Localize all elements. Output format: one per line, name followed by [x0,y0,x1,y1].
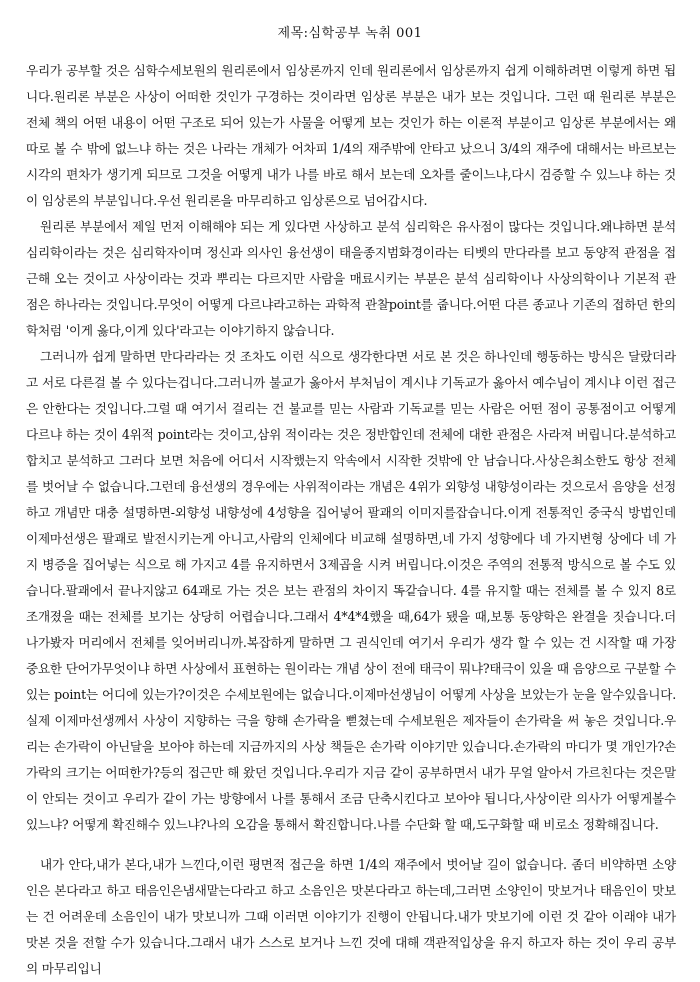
paragraph-senses-and-objectivity: 내가 안다,내가 본다,내가 느낀다,이런 평면적 접근을 하면 1/4의 재주에서 벗어날 길이 없습니다. 좀더 비약하면 소양인은 본다라고 하고 태음인은냄새맡는다라고 하고 소음인은 맛본다라고 하는데,그러면 소양인이 맛보거나 태음인이 맛보는 건 어려운데 소음인이 내가 맛보니까 그때 이러면 이야기가 진행이 안됩니다.내가 맛보기에 이런 것 같아 이래야 내가 맛본 것을 전할 수가 있습니다.그래서 내가 스스로 보거나 느낀 것에 대해 객관적입상을 유지 하고자 하는 것이 우리 공부의 마무리입니 [26,857,676,976]
document-body [26,58,676,982]
document-title: 제목:심학공부 녹취 001 [277,26,423,41]
paragraph-mandala-and-four-positions: 그러니까 쉽게 말하면 만다라라는 것 조차도 이런 식으로 생각한다면 서로 본 것은 하나인데 행동하는 방식은 달랐더라고 서로 다른걸 볼 수 있다는겁니다.그러니까 불교가 옳아서 부처님이 계시냐 기독교가 옳아서 예수님이 계시냐 이런 접근은 안한다는 것입니다.그럴 때 여기서 걸리는 건 불교를 믿는 사람과 기독교를 믿는 사람은 어떤 점이 공통점이고 어떻게 다르냐 하는 것이 4위적 point라는 것이고,삼위 적이라는 것은 정반합인데 전체에 대한 관점은 사라져 버립니다.분석하고 합치고 분석하고 그러다 보면 처음에 어디서 시작했는지 악속에서 시작한 것밖에 안 남습니다.사상은최소한도 항상 전체를 벗어날 수 없습니다.그런데 융선생의 경우에는 사위적이라는 개념은 4위가 외향성 내향성이라는 것으로서 음양을 선정하고 개념만 대충 설명하면-외향성 내향성에 4성향을 집어넣어 팔괘의 이미지를잡습니다.이게 전통적인 중국식 방법인데 이제마선생은 팔괘로 발전시키는게 아니고,사람의 인체에다 비교해 설명하면,네 가지 성향에다 네 가지변형 상에다 네 가지 병증을 집어넣는 식으로 해 가지고 4를 유지하면서 3제곱을 시켜 버립니다.이것은 주역의 전통적 방식으로 볼 수도 있습니다.팔괘에서 끝나지않고 64괘로 가는 것은 보는 관점의 차이지 똑같습니다. 4를 유지할 때는 전체를 볼 수 있지 8로 조개졌을 때는 전체를 보기는 상당히 어렵습니다.그래서 4*4*4했을 때,64가 됐을 때,보통 동양학은 완결을 짓습니다.더나가봤자 머리에서 전체를 잊어버리니까.복잡하게 말하면 그 권식인데 여기서 우리가 생각 할 수 있는 건 시작할 때 가장 중요한 단어가무엇이냐 하면 사상에서 표현하는 원이라는 개념 상이 전에 태극이 뭐냐?태극이 있을 때 음양으로 구분할 수 있는 point는 어디에 있는가?이것은 수세보원에는 없습니다.이제마선생님이 어떻게 사상을 보았는가 눈을 알수있읍니다.실제 이제마선생께서 사상이 지향하는 극을 향해 손가락을 뻗쳤는데 수세보원은 제자들이 손가락을 써 놓은 것입니다.우리는 손가락이 아닌달을 보아야 하는데 지금까지의 사상 책들은 손가락 이야기만 있습니다.손가락의 마디가 몇 개인가?손가락의 크기는 어떠한가?등의 접근만 해 왔던 것입니다.우리가 지금 같이 공부하면서 내가 무얼 알아서 가르친다는 것은말이 안되는 것이고 우리가 같이 가는 방향에서 나를 통해서 조금 단축시킨다고 보아야 됩니다,사상이란 의사가 어떻게볼수 있느냐? 어떻게 확진해수 있느냐?나의 오감을 통해서 확진합니다.나를 수단화 할 때,도구화할 때 비로소 정확해집니다. [26,349,676,832]
paragraph-analytical-psychology: 원리론 부분에서 제일 먼저 이해해야 되는 게 있다면 사상하고 분석 심리학은 유사점이 많다는 것입니다.왜냐하면 분석 심리학이라는 것은 심리학자이며 정신과 의사인 융선생이 태을종지범화경이라는 티벳의 만다라를 보고 동양적 관점을 접근해 오는 것이고 사상이라는 것과 뿌리는 다르지만 사람을 매료시키는 부분은 분석 심리학이나 사상의학이나 기본적 관점은 하나라는 것입니다.무엇이 어떻게 다르냐라고하는 과학적 관찰point를 줍니다.어떤 다른 종교나 기존의 접하던 한의학처럼 '이게 옳다,이게 있다'라고는 이야기하지 않습니다. [26,219,676,338]
paragraph-principle-vs-clinical: 우리가 공부할 것은 심학수세보원의 원리론에서 임상론까지 인데 원리론에서 임상론까지 쉽게 이해하려면 이렇게 하면 됩니다.원리론 부분은 사상이 어떠한 것인가 구경하는 것이라면 임상론 부분은 내가 보는 것입니다. 그런 때 원리론 부분은 전체 책의 어떤 내용이 어떤 구조로 되어 있는가 사물을 어떻게 보는 것인가 하는 이론적 부분이고 임상론 부분에서는 왜 따로 볼 수 밖에 없느냐 하는 것은 나라는 개체가 어차피 1/4의 재주밖에 안타고 났으니 3/4의 재주에 대해서는 바르보는 시각의 편차가 생기게 되므로 그것을 어떻게 내가 나를 바로 해서 보는데 오차를 줄이느냐,다시 검증할 수 있느냐 하는 것이 임상론의 부분입니다.우선 원리론을 마무리하고 임상론으로 넘어갑시다. [26,63,676,208]
